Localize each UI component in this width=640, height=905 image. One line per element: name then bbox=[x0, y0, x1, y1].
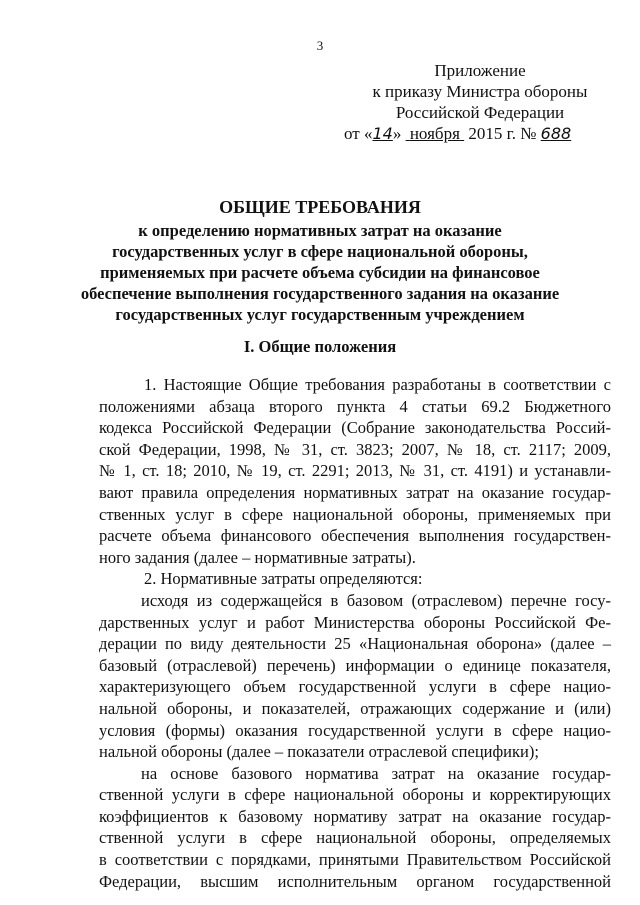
title-line: государственных услуг государственным учреждением bbox=[115, 305, 525, 324]
handwritten-day: 14 bbox=[372, 124, 393, 143]
body-line: ственных услуг в сфере национальной обороны, применяемых при bbox=[99, 504, 611, 524]
body-line: условия (формы) оказания государственной услуги в сфере нацио- bbox=[99, 720, 611, 740]
document-body bbox=[99, 374, 611, 892]
body-line: расчете объема финансового обеспечения выполнения государствен- bbox=[99, 526, 611, 546]
date-prefix: от « bbox=[344, 124, 373, 143]
date-month bbox=[406, 124, 465, 143]
title-line: к определению нормативных затрат на оказание bbox=[138, 221, 502, 240]
title-line: применяемых при расчете объема субсидии на финансовое bbox=[100, 263, 540, 282]
body-line: в соответствии с порядками, принятыми Правительством Российской bbox=[99, 850, 611, 870]
body-line: вают правила определения нормативных затрат на оказание государ- bbox=[99, 482, 611, 502]
body-line: № 1, ст. 18; 2010, № 19, ст. 2291; 2013, № 31, ст. 4191) и устанавли- bbox=[99, 461, 611, 481]
body-line: нальной обороны (далее – показатели отраслевой специфики); bbox=[99, 742, 539, 762]
body-line: дарственных услуг и работ Министерства обороны Российской Фе- bbox=[99, 612, 611, 632]
date-month-text: ноября bbox=[409, 124, 460, 143]
body-line: кодекса Российской Федерации (Собрание законодательства Россий- bbox=[99, 418, 611, 438]
appendix-line-2: к приказу Министра обороны bbox=[372, 82, 588, 101]
body-line: ственной услуги в сфере национальной обороны и корректирующих bbox=[99, 785, 611, 805]
body-line: 2. Нормативные затраты определяются: bbox=[144, 569, 423, 589]
body-line: положениями абзаца второго пункта 4 статьи 69.2 Бюджетного bbox=[99, 396, 611, 416]
date-day-close: » bbox=[392, 124, 402, 143]
appendix-date-line bbox=[344, 123, 610, 144]
page-number: 3 bbox=[316, 38, 324, 53]
body-line: характеризующего объем государственной услуги в сфере нацио- bbox=[99, 677, 611, 697]
title-heading: ОБЩИЕ ТРЕБОВАНИЯ bbox=[219, 197, 421, 217]
section-heading: I. Общие положения bbox=[243, 337, 397, 356]
appendix-line-3: Российской Федерации bbox=[395, 103, 565, 122]
title-line: обеспечение выполнения государственного задания на оказание bbox=[80, 284, 560, 303]
appendix-block bbox=[344, 60, 610, 144]
body-line: базовый (отраслевой) перечень) информации о единице показателя, bbox=[99, 655, 611, 675]
body-line: нальной обороны, и показателей, отражающих содержание и (или) bbox=[99, 698, 611, 718]
body-line: 1. Настоящие Общие требования разработаны в соответствии с bbox=[144, 375, 611, 394]
appendix-line-1: Приложение bbox=[434, 61, 526, 80]
body-line: коэффициентов к базовому нормативу затрат на оказание государ- bbox=[99, 806, 611, 826]
body-line: Федерации, высшим исполнительным органом государственной bbox=[99, 871, 611, 891]
body-line: ственной услуги в сфере национальной обороны, определяемых bbox=[99, 828, 611, 848]
body-line: ного задания (далее – нормативные затраты). bbox=[99, 547, 416, 567]
document-title bbox=[60, 197, 580, 325]
body-line: на основе базового норматива затрат на оказание государ- bbox=[141, 763, 611, 783]
date-year-text: 2015 г. № bbox=[468, 124, 537, 143]
handwritten-order-number: 688 bbox=[540, 124, 572, 143]
title-line: государственных услуг в сфере национальной обороны, bbox=[112, 242, 528, 261]
body-line: исходя из содержащейся в базовом (отраслевом) перечне госу- bbox=[141, 590, 611, 610]
body-line: дерации по виду деятельности 25 «Национальная оборона» (далее – bbox=[99, 634, 611, 654]
body-line: ской Федерации, 1998, № 31, ст. 3823; 2007, № 18, ст. 2117; 2009, bbox=[99, 439, 611, 459]
